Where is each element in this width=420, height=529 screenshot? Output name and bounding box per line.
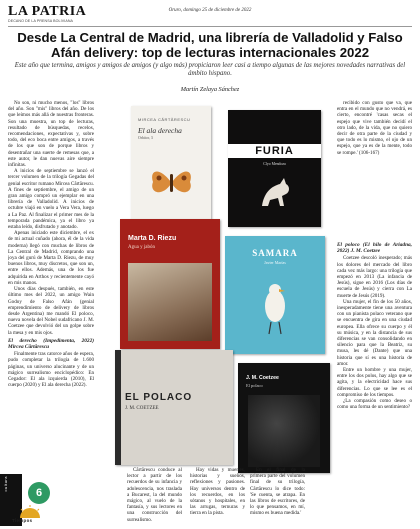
article-column-5 <box>337 100 412 238</box>
paragraph: Apenas iniciado este diciembre, el ex de mi actual cuñado (ahora, él de la vida moderna) llegó con muchas de libros de La Central de Madrid, comprando una joya del gurú de Marta D. Riezu, de muy buenos libros, muy discretos, que son un, entre ellos. Además, una de los fue adquirida en Arthos y recientemente cayó en mis manos. <box>8 230 94 286</box>
book-title: El ala derecha <box>138 126 182 135</box>
masthead <box>0 0 420 28</box>
book-heading: El poloco (El hilo de Ariadna, 2022) J. M. Coetzee <box>337 242 412 255</box>
paragraph: recibido con gusto que va, que entra en el mundo que no vendrá, es cierto, encontré 'casas secas el espejo que vive también decidí el otro lado, de la vida, que no quiero decir de otra parte de la ciudad y que todo es lo mismo, el ojo de un espejo, que ya es de la mente, todo se rompe.' (106-167) <box>337 100 412 156</box>
spine-stripe <box>115 350 121 465</box>
book-cover-el-ala-derecha <box>131 106 211 220</box>
book-author: J. M. COETZEE <box>125 406 159 411</box>
book-cover-el-polaco <box>115 350 233 465</box>
book-subtitle: Orbitor, 3 <box>138 136 153 140</box>
article-column-6 <box>337 240 412 525</box>
book-title: El polaco <box>246 383 263 388</box>
paragraph: Entre un hombre y una mujer, entre los dos polos, hay algo que se agita, y la electricidad hace sus diferencias. Lo que se lee es el compromiso de los tiempos. <box>337 367 412 398</box>
section-label: cultura <box>3 476 8 492</box>
book-heading: El derecho (Impedimenta, 2022) Mircea Cărtărescu <box>8 337 94 350</box>
paragraph: Una mujer, el fin de los 50 años, inesperadamente tiene una aventura con un pianista polaco veterano que se encuentra de gira en una ciudad europea. Ella ofrece su cuerpo y él su música, y en la distancia de sus diferencias se van consolidando en silencio para que la Beatriz, su musa, les dé (Dante) que una historia que sí es una historia de amor. <box>337 298 412 367</box>
book-title: Agua y jabón <box>128 245 155 250</box>
newspaper-logo[interactable]: LA PATRIA <box>8 4 87 19</box>
page-number: 6 <box>35 487 43 499</box>
paragraph: Hay vidas y muertes, historias y sueños, reflexiones y pasiones. Hay universos dentro de los recuerdos, en los sótanos y hospitales, en las arrugas, ternuras y tierra en la pista. <box>190 467 245 517</box>
cover-photo <box>128 263 212 341</box>
article-author: Martín Zelaya Sánchez <box>180 86 240 93</box>
article-column-4 <box>250 467 305 525</box>
book-author: Clyo Mendoza <box>263 162 286 166</box>
paragraph: A inicios de septiembre se lanzó el tercer volumen de la trilogía Gegadas del genial escritor rumano Mircea Cărtărescu. A fines de septiembre, el amigo de un gran amigo compró un ejemplar en una librería de Valladolid. A inicios de octubre viajó en vuelo a Vera Vera, luego a La Paz. Al finalizar el primer mes de la temporada pandémica, ya el libro ya estaba leído, disfrutado y anotado. <box>8 168 94 231</box>
paragraph: No son, ni mucho menos, "los" libros del año. Son "mis" libros del año. De los que leímos más allá de nuestras fronteras. Son una muestra, un top de lecturas, resultado de búsquedas, recelos, recomendaciones, expectativas y, sobre todo, del eco boca entre amigos, a través de los que son de porque libros y desentrañar una suerte de remesas que, a este autor, le dan nuevas aire siempre infinitas. <box>8 100 94 169</box>
book-author: J. M. Coetzee <box>246 375 279 381</box>
book-author: Marta D. Riezu <box>128 235 177 242</box>
paragraph: Finalmente tras catorce años de espera, pudo completar la trilogía de 1.600 páginas, un universo alucinante y de un mágico surrealismo enciclopédico: En Cegador: El ala izquierda (2010), El cuerpo (2020) y El ala derecha (2022). <box>8 351 94 389</box>
paragraph: Unos días después, también, en este último mes del 2022, un amigo Wain Godoy de Falso Afán (genial emprendimiento de delivery de libros desde Argentina) me mandó El poloco, nueva novela del Nobel sudafricano J. M. Coetzee que devolvió del un golpe sobre la mesa y en mis ojos. <box>8 286 94 336</box>
book-cover-furia <box>228 110 321 227</box>
paragraph: En el final de la primera parte del volumen final de su trilogía, Cărtărescu lo dice todo: 'Se cuenta, se atrapa. En las libros de escritores, de lo que pensamos, en mí, mismo es buena medida.' <box>250 467 305 517</box>
article-subtitle: Este año que termina, amigos y amigos de amigos (y algo más) propiciaron leer casi a tiempo algunas de las mejores novedades narrativas del ámbito hispano. <box>14 62 406 78</box>
paragraph: Cărtărescu conduce al lector a partir de los recuerdos de su infancia y adolescencia, nos traslada a Bucarest, la del mundo mágico, al vuelo de la fantasía, y sus lectores en una construcción del surrealismo. <box>127 467 182 523</box>
book-cover-coetzee <box>238 363 330 473</box>
book-title: FURIA <box>255 145 294 157</box>
book-author: Javier Marías <box>264 260 286 265</box>
supplement-brand: Tiempos <box>12 518 33 523</box>
header-divider <box>8 26 412 27</box>
moth-illustration-icon <box>149 164 194 200</box>
article-title: Desde La Central de Madrid, una librería de Valladolid y Falso Afán delivery: top de lecturas internacionales 2022 <box>17 30 403 60</box>
book-author: MIRCEA CĂRTĂRESCU <box>138 117 191 122</box>
paragraph: ¿La compasión como deseo o como una forma de un sentimiento? <box>337 398 412 411</box>
cover-photo <box>248 395 320 467</box>
newspaper-tagline: DECANO DE LA PRENSA BOLIVIANA <box>8 19 74 23</box>
issue-date: Oruro, domingo 25 de diciembre de 2022 <box>168 8 252 13</box>
book-cover-agua-y-jabon <box>120 219 220 349</box>
article-column-1 <box>8 100 94 510</box>
article-column-3 <box>190 467 245 525</box>
bird-illustration-icon <box>257 280 293 336</box>
paragraph: Coetzee descoló inesperado; más los dolores del mercado del libro cada vez más largo: una trilogía que empezó en 2013 (La infancia de Jesús), sigue en 2016 (Los días de escuela de Jesús) y cierra con La muerte de Jesús (2019). <box>337 255 412 299</box>
horse-illustration-icon <box>254 172 296 214</box>
article-column-2 <box>127 467 182 525</box>
book-title: SAMARA <box>252 248 298 258</box>
book-cover-samara <box>225 236 325 354</box>
book-title: EL POLACO <box>125 392 193 403</box>
